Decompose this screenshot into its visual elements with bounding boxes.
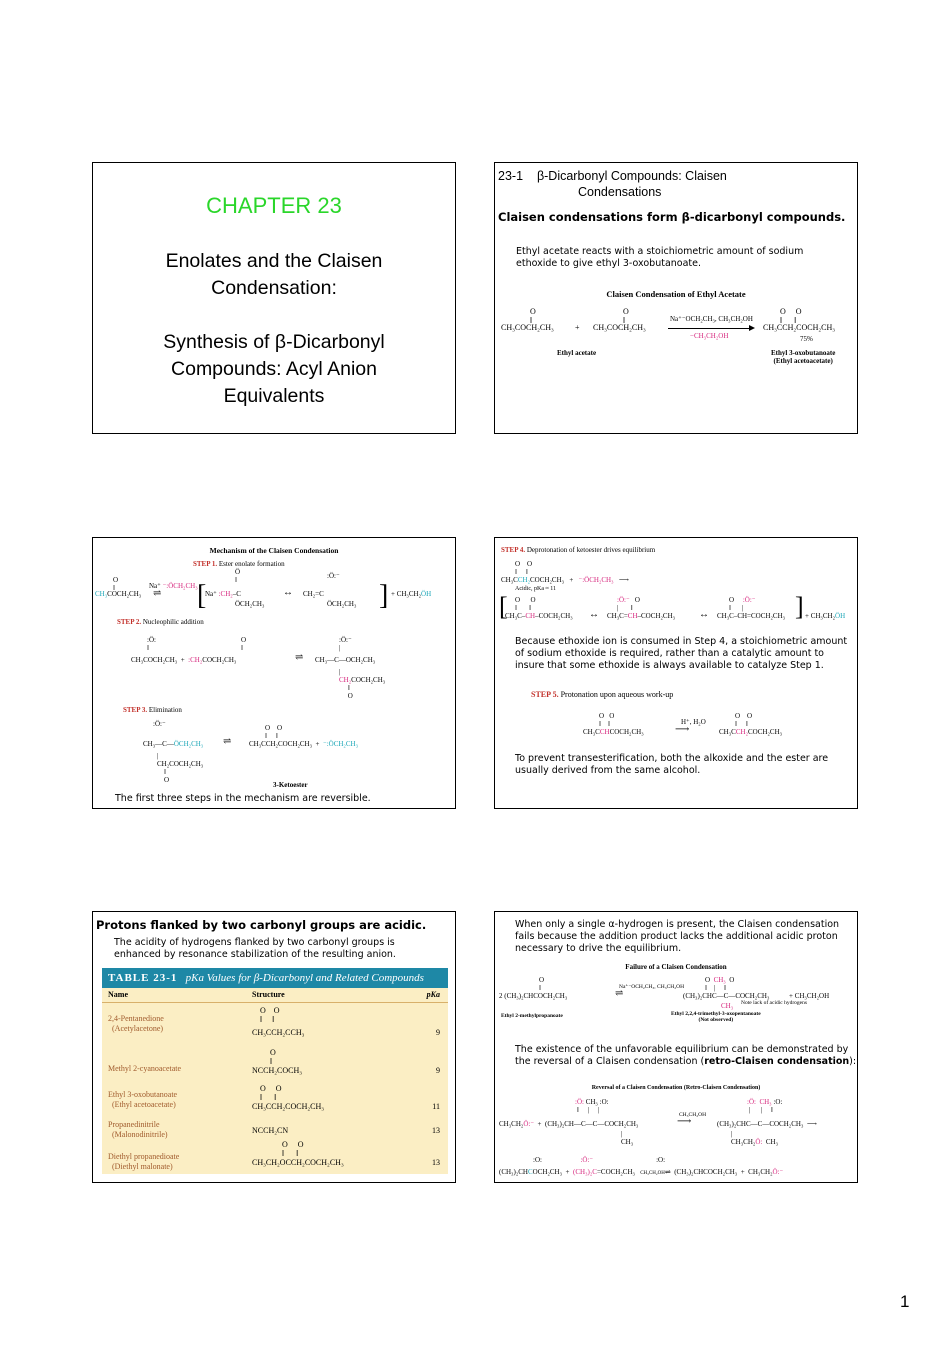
stoichiometry-paragraph: Because ethoxide ion is consumed in Step 4, a stoichiometric amount of sodium ethoxide is required, rather than a catalytic amount to insure that some ethoxide is always available to catalyze Step 1. (515, 636, 848, 671)
page-number: 1 (900, 1292, 910, 1311)
title-line-2: Condensation: (211, 277, 337, 299)
resonance-o-2: :Ö:⁻ O | ‖ (617, 596, 640, 612)
step2-o: :Ö: ‖ (147, 636, 156, 652)
step3-sub: | CH₂COCH₂CH₃ ‖ O (157, 752, 204, 784)
arrow-head (749, 325, 755, 331)
reactant-a: CH₃COCH₂CH₃ (501, 323, 554, 332)
title-line-4: Compounds: Acyl Anion (171, 358, 377, 380)
resonance-o-3: O :Ö:⁻ ‖ | (729, 596, 756, 612)
title-line-1: Enolates and the Claisen (165, 250, 383, 272)
step5-product: CH₃CCH₂COCH₂CH₃ (719, 728, 783, 736)
label-ketoester: 3-Ketoester (273, 781, 308, 789)
slide-mechanism (92, 537, 456, 809)
retro-step-1-ch3: | CH₃ (621, 1130, 634, 1146)
failure-product-top: O CH₃ O ‖ | ‖ (705, 976, 735, 992)
step3-text: Elimination (148, 706, 182, 714)
bracket-right: ] (795, 592, 804, 621)
resonance-2: CH₃C=CH–COCH₂CH₃ (607, 612, 676, 620)
mechanism-footer: The first three steps in the mechanism are reversible. (115, 793, 371, 804)
yield: 75% (800, 335, 813, 343)
step5-o: O O ‖ ‖ (599, 712, 615, 728)
ethanol-product: + CH₃CH₂ÖH (391, 590, 432, 598)
equilibrium-arrow-2: ⇌ (295, 652, 304, 663)
row-pka: 13 (432, 1126, 440, 1135)
step2-label: STEP 2. (117, 618, 142, 626)
failure-byproduct: + CH₃CH₂OH (789, 992, 830, 1000)
step1-label: STEP 1. (193, 560, 218, 568)
step4-o: O O ‖ ‖ (515, 560, 533, 576)
product: CH₃CCH₂COCH₂CH₃ (763, 323, 836, 332)
col-pka: pKa (426, 990, 440, 999)
compound-alt: (Malonodinitrile) (112, 1130, 168, 1139)
retro-term: retro-Claisen condensation (704, 1056, 850, 1067)
row-structure: CH₃CCH₂CCH₃ (252, 1028, 305, 1037)
slide-acidity (92, 911, 456, 1183)
label-product (771, 349, 835, 365)
tetrahedral-sub: | CH₂COCH₂CH₃ ‖ O (339, 668, 386, 700)
step3-label: STEP 3. (123, 706, 148, 714)
step2-ester: CH₃COCH₂CH₃ + :CH₂COCH₂CH₃ (131, 656, 237, 664)
failure-reagent: Na⁺⁻OCH₂CH₃, CH₃CH₂OH (619, 984, 685, 990)
step4-heading (501, 546, 655, 554)
step1-heading (193, 560, 285, 568)
step1-reactant: CH₃COCH₂CH₃ (95, 590, 142, 598)
resonance-arrow-2: ↔ (699, 609, 709, 620)
enolate-1: Na⁺ :CH₂–C (205, 590, 241, 598)
ketoester-o: O O ‖ ‖ (265, 724, 283, 740)
compound-alt: (Acetylacetone) (112, 1024, 164, 1033)
row-name (108, 1090, 177, 1110)
compound-name: Propanedinitrile (108, 1120, 160, 1129)
carbonyl-o: O ‖ (252, 1048, 276, 1066)
slide-title (92, 162, 456, 434)
compound-name: Ethyl 3-oxobutanoate (108, 1090, 178, 1099)
col-structure: Structure (252, 990, 285, 999)
resonance-3: CH₃C–CH=COCH₂CH₃ (717, 612, 786, 620)
tetrahedral-intermediate: CH₃—C—OCH₂CH₃ (315, 656, 376, 664)
step5-label: STEP 5. (531, 690, 559, 699)
retro-paragraph (515, 1044, 858, 1068)
key-statement: Claisen condensations form β-dicarbonyl compounds. (498, 210, 846, 224)
chapter-label: CHAPTER 23 (206, 193, 342, 218)
retro-step-1: CH₃CH₂Ö:⁻ + (CH₃)₂CH—C—C—COCH₂CH₃ (499, 1120, 639, 1128)
plus-sign: + (575, 323, 580, 332)
carbonyl-o: O O ‖ ‖ (252, 1006, 280, 1024)
row-structure: CH₃CH₂OCCH₂COCH₂CH₃ (252, 1158, 344, 1167)
row-structure: CH₃CCH₂COCH₂CH₃ (252, 1102, 325, 1111)
equilibrium-arrow: ⇌ (615, 988, 624, 999)
row-structure: NCCH₂COCH₃ (252, 1066, 303, 1075)
step3-heading (123, 706, 182, 714)
row-structure: NCCH₂CN (252, 1126, 289, 1135)
product-name: Ethyl 2,2,4-trimethyl-3-oxopentanoate (671, 1011, 761, 1017)
reagent-top: Na⁺⁻OCH₂CH₃, CH₃CH₂OH (670, 315, 753, 323)
step4-label: STEP 4. (501, 546, 526, 554)
reaction-arrow: ⟶ (675, 724, 690, 735)
retro-top-1: :Ö: CH₃ :O: ‖ | | (575, 1098, 609, 1114)
table-header (102, 968, 448, 988)
step5-reagent: H⁺, H₂O (681, 718, 706, 726)
title-line-5: Equivalents (223, 385, 325, 407)
failure-product: (CH₃)₂CHC—C—COCH₂CH₃ (683, 992, 770, 1000)
row-pka: 9 (436, 1066, 440, 1075)
step5-text: Protonation upon aqueous work-up (560, 690, 674, 699)
row-pka: 9 (436, 1028, 440, 1037)
compound-alt: (Ethyl acetoacetate) (112, 1100, 176, 1109)
ethanol-product: + CH₃CH₂ÖH (805, 612, 846, 620)
step2-heading (117, 618, 204, 626)
table-column-headers (102, 988, 448, 1003)
carbonyl-o: O O ‖ ‖ (252, 1084, 282, 1102)
slide-steps-4-5 (494, 537, 858, 809)
failure-label-product (671, 1011, 761, 1023)
note-acidic: Note lack of acidic hydrogens (741, 1000, 807, 1006)
bracket-right: ] (379, 580, 389, 611)
row-name (108, 1014, 164, 1034)
retro-reagent: CH₃CH₂OH (679, 1112, 707, 1118)
carbonyl-o: O ‖ (623, 307, 629, 325)
failure-label-reactant: Ethyl 2-methylpropanoate (501, 1013, 563, 1019)
carbonyl-o: O ‖ (539, 976, 545, 992)
scheme2-title: Reversal of a Claisen Condensation (Retro-Claisen Condensation) (591, 1085, 761, 1091)
step2-o-b: O ‖ (241, 636, 247, 652)
ketoester: CH₃CCH₂COCH₂CH₃ + ⁻:ÖCH₂CH₃ (249, 740, 359, 748)
acidity-heading: Protons flanked by two carbonyl groups are acidic. (96, 918, 427, 932)
retro-top-2: :Ö: CH₃ :O: | | ‖ (747, 1098, 783, 1114)
scheme-title: Claisen Condensation of Ethyl Acetate (606, 289, 746, 299)
resonance-arrow: ↔ (283, 587, 293, 598)
carbonyl-o: O ‖ (530, 307, 536, 325)
row-name (108, 1152, 179, 1172)
step1-text: Ester enolate formation (218, 560, 285, 568)
enolate-oet: ÖCH₂CH₃ (235, 600, 265, 608)
step5-heading (531, 690, 673, 699)
step5-product-o: O O ‖ ‖ (735, 712, 753, 728)
body-text: Ethyl acetate reacts with a stoichiometric amount of sodium ethoxide to give ethyl 3-oxobutanoate. (516, 246, 804, 269)
enolate-o-minus: :Ö:⁻ (327, 572, 340, 580)
resonance-arrow: ↔ (589, 609, 599, 620)
slide-retro-claisen (494, 911, 858, 1183)
bracket-left: [ (499, 592, 508, 621)
carbonyl-o: O O ‖ ‖ (780, 307, 802, 325)
compound-name: Diethyl propanedioate (108, 1152, 180, 1161)
compound-alt: (Diethyl malonate) (112, 1162, 173, 1171)
acidic-note: Acidic, pKa ≈ 11 (515, 586, 557, 592)
bracket-left: [ (197, 580, 207, 611)
heading-line-1: β-Dicarbonyl Compounds: Claisen (536, 169, 727, 183)
step2-text: Nucleophilic addition (142, 618, 204, 626)
product-name: Ethyl 3-oxobutanoate (771, 349, 836, 357)
step3-o: :Ö:⁻ (153, 720, 166, 728)
enolate-oet-2: ÖCH₂CH₃ (327, 600, 357, 608)
step5-anion: CH₃CCHCOCH₂CH₃ (583, 728, 644, 736)
retro-text-a: The existence of the unfavorable equilibrium can be demonstrated by the reversal of a Claisen condensation ( (515, 1044, 849, 1067)
carbonyl-o: O O ‖ ‖ (252, 1140, 304, 1158)
equilibrium-arrow: ⇌ (153, 588, 162, 599)
retro-step-3: (CH₃)₂CHCOCH₂CH₃ + (CH₃)₂C=COCH₂CH₃ CH₃CH₂OH⇌ (CH₃)₂CHCOCH₂CH₃ + CH₃CH₂Ö:⁻ (499, 1168, 784, 1176)
table-label: TABLE 23-1 (108, 972, 178, 984)
retro-step-2: (CH₃)₂CHC—C—COCH₂CH₃ ⟶ (717, 1120, 817, 1128)
carbonyl-o: O ‖ (113, 576, 119, 592)
row-name: Methyl 2-cyanoacetate (108, 1064, 182, 1073)
equilibrium-arrow-3: ⇌ (223, 736, 232, 747)
heading-line-2: Condensations (578, 185, 662, 199)
enolate-o: Ö ‖ (235, 568, 241, 584)
tetrahedral-o: :Ö:⁻ | (339, 636, 352, 652)
step3-intermediate: CH₃—C—ÖCH₂CH₃ (143, 740, 204, 748)
failure-reactant: 2 (CH₃)₂CHCOCH₂CH₃ (499, 992, 568, 1000)
compound-name: 2,4-Pentanedione (108, 1014, 164, 1023)
title-line-3: Synthesis of β-Dicarbonyl (163, 331, 385, 353)
label-reactant: Ethyl acetate (557, 349, 597, 357)
resonance-1: CH₃C–CH–COCH₂CH₃ (505, 612, 573, 620)
product-note: (Not observed) (698, 1017, 734, 1023)
resonance-o-1: O O ‖ ‖ (515, 596, 536, 612)
scheme1-title: Failure of a Claisen Condensation (625, 963, 727, 971)
table-title: pKa Values for β-Dicarbonyl and Related Compounds (185, 972, 424, 984)
failure-paragraph: When only a single α-hydrogen is present, the Claisen condensation fails because the addition product lacks the additional acidic proton necessary to drive the equilibrium. (515, 919, 840, 954)
section-number: 23-1 (498, 169, 524, 183)
acidity-body: The acidity of hydrogens flanked by two carbonyl groups is enhanced by resonance stabilization of the resulting anion. (114, 937, 396, 960)
failure-product-ch3: CH₃ (721, 1002, 734, 1010)
retro-step-2-sub: | CH₃CH₂Ö: CH₃ (731, 1130, 779, 1146)
slide-claisen-intro (494, 162, 858, 434)
reagent-bottom: −CH₃CH₂OH (690, 332, 729, 340)
product-alt-name: (Ethyl acetoacetate) (773, 357, 833, 365)
mechanism-title: Mechanism of the Claisen Condensation (209, 546, 339, 555)
reaction-arrow (668, 328, 753, 329)
step1-reagent: Na⁺ ⁻:ÖCH₂CH₃ (149, 582, 198, 590)
col-name: Name (108, 990, 128, 999)
transesterification-paragraph: To prevent transesterification, both the alkoxide and the ester are usually derived from the same alcohol. (515, 753, 829, 776)
row-pka: 11 (432, 1102, 440, 1111)
retro-bottom-o: :O: :Ö:⁻ :O: (533, 1156, 666, 1164)
reactant-b: CH₃COCH₂CH₃ (593, 323, 646, 332)
reaction-arrow: ⟶ (677, 1116, 692, 1127)
step4-text: Deprotonation of ketoester drives equilibrium (526, 546, 656, 554)
enolate-2: CH₂=C (303, 590, 324, 598)
step4-ketoester: CH₃CCH₂COCH₂CH₃ + ⁻:ÖCH₂CH₃ ⟶ (501, 576, 629, 584)
retro-text-b: ): (849, 1056, 857, 1067)
section-heading (498, 168, 727, 200)
row-pka: 13 (432, 1158, 440, 1167)
pka-table (102, 968, 448, 1174)
row-name (108, 1120, 168, 1140)
